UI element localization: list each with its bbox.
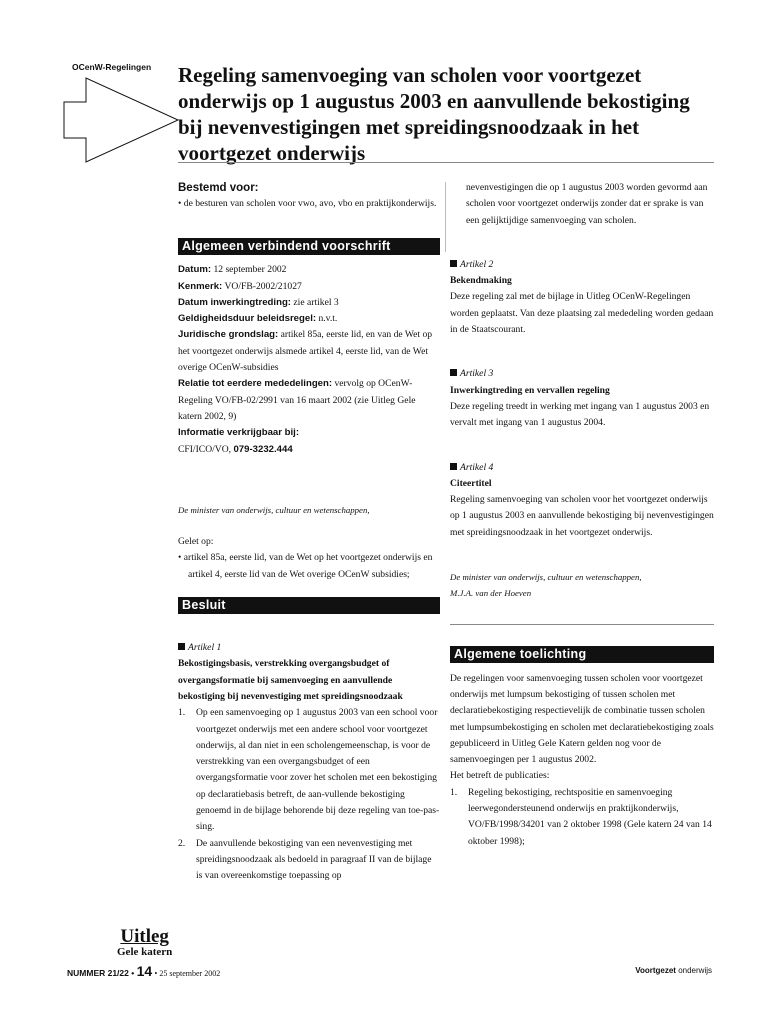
artikel1-item-1-text: Op een samenvoeging op 1 augustus 2003 van een school voor voortgezet onderwijs met een andere school voor voortgezet onderwijs, al dan niet in een scholengemeenschap, is voor de verstrekking van een overgangsbudget of een overgangsformatie voor zover het scholen met een bekostiging op declaratiebasis betreft, de aan-vullende bekostiging genoemd in de bijlage behorende bij deze regeling van toe-pas-sing. bbox=[196, 707, 440, 833]
page-number: 14 bbox=[136, 963, 153, 979]
artikel1-item-1 bbox=[178, 705, 440, 835]
meta-info-label: Informatie verkrijgbaar bij: bbox=[178, 427, 300, 439]
title-divider bbox=[178, 162, 714, 163]
meta-inwerking-value: zie artikel 3 bbox=[293, 296, 339, 308]
artikel1-label bbox=[178, 640, 440, 656]
footer-section bbox=[635, 966, 712, 975]
artikel4-label bbox=[450, 460, 714, 476]
meta-datum-value: 12 september 2002 bbox=[213, 264, 287, 276]
artikel3-text: Deze regeling treedt in werking met ingang van 1 augustus 2003 en vervalt met ingang van 1 augustus 2004. bbox=[450, 400, 710, 429]
toelichting-bar bbox=[450, 646, 714, 663]
artikel1-item-1-num: 1. bbox=[178, 707, 186, 719]
artikel3-label-text: Artikel 3 bbox=[460, 368, 494, 380]
meta-relatie-value: vervolg op OCenW-Regeling VO/FB-02/2991 van 16 maart 2002 (zie Uitleg Gele katern 2002, 9) bbox=[178, 378, 416, 422]
meta-kenmerk bbox=[178, 279, 440, 295]
artikel3-label bbox=[450, 366, 714, 382]
artikel2-label bbox=[450, 257, 714, 273]
document-title: Regeling samenvoeging van scholen voor voortgezet onderwijs op 1 augustus 2003 en aanvullende bekostiging bij nevenvestigingen met spreidingsnoodzaak in het voortgezet onderwijs bbox=[178, 63, 690, 165]
logo-main: Uitleg bbox=[120, 926, 169, 947]
meta-info-phone: 079-3232.444 bbox=[233, 443, 293, 455]
gelet-text: artikel 85a, eerste lid, van de Wet op het voortgezet onderwijs en artikel 4, eerste lid van de Wet overige OCenW subsidies; bbox=[183, 552, 433, 580]
footer-date: • 25 september 2002 bbox=[154, 969, 221, 978]
square-bullet-icon bbox=[178, 643, 185, 650]
bestemd-text: de besturen van scholen voor vwo, avo, vbo en praktijkonderwijs. bbox=[183, 198, 437, 209]
artikel4-label-text: Artikel 4 bbox=[460, 461, 494, 473]
meta-datum bbox=[178, 262, 440, 278]
meta-inwerking-label: Datum inwerkingtreding: bbox=[178, 296, 291, 308]
toelichting-bar-label: Algemene toelichting bbox=[454, 646, 587, 661]
meta-kenmerk-label: Kenmerk: bbox=[178, 280, 223, 292]
meta-inwerking bbox=[178, 295, 440, 311]
meta-geldig-label: Geldigheidsduur beleidsregel: bbox=[178, 313, 317, 325]
signature-role: De minister van onderwijs, cultuur en wetenschappen, bbox=[450, 572, 642, 583]
meta-relatie bbox=[178, 376, 440, 425]
footer-nummer: NUMMER 21/22 • bbox=[67, 968, 135, 978]
artikel1-item-2-num: 2. bbox=[178, 837, 186, 849]
section-label: OCenW-Regelingen bbox=[72, 62, 152, 72]
toelichting-item-1-text: Regeling bekostiging, rechtspositie en samenvoeging leerwegondersteunend onderwijs en praktijkonderwijs, VO/FB/1998/34201 van 2 oktober 1998 (Gele katern 24 van 14 oktober 1998); bbox=[468, 786, 712, 847]
meta-grondslag bbox=[178, 327, 440, 376]
gelet-bullet: • artikel 85a, eerste lid, van de Wet op het voortgezet onderwijs en artikel 4, eerste lid van de Wet overige OCenW subsidies; bbox=[178, 552, 433, 580]
meta-relatie-label: Relatie tot eerdere mededelingen: bbox=[178, 378, 333, 390]
artikel2-text: Deze regeling zal met de bijlage in Uitleg OCenW-Regelingen worden geplaatst. Van deze plaatsing zal mededeling worden gedaan in de Staatscourant. bbox=[450, 291, 714, 336]
uitleg-logo bbox=[117, 928, 172, 958]
column-divider bbox=[445, 182, 446, 252]
bestemd-heading: Bestemd voor: bbox=[178, 182, 259, 194]
meta-kenmerk-value: VO/FB-2002/21027 bbox=[224, 280, 302, 292]
square-bullet-icon bbox=[450, 369, 457, 376]
meta-grondslag-value: artikel 85a, eerste lid, en van de Wet op het voortgezet onderwijs alsmede artikel 4, eerste lid, van de Wet overige OCenW-subsidies bbox=[178, 329, 433, 374]
metadata-block bbox=[178, 262, 440, 458]
avv-bar-label: Algemeen verbindend voorschrift bbox=[182, 239, 391, 254]
artikel1-item-2-text: De aanvullende bekostiging van een nevenvestiging met spreidingsnoodzaak als bedoeld in paragraaf II van de bijlage is van overeenkomstige toepassing op bbox=[196, 837, 432, 882]
toelichting-item-1 bbox=[450, 785, 714, 850]
meta-geldig bbox=[178, 311, 440, 327]
meta-geldig-value: n.v.t. bbox=[318, 313, 338, 325]
meta-info-org: CFI/ICO/VO, bbox=[178, 443, 232, 455]
column-left bbox=[178, 180, 440, 885]
gelet-label: Gelet op: bbox=[178, 536, 214, 548]
arrow-icon bbox=[62, 74, 182, 166]
square-bullet-icon bbox=[450, 463, 457, 470]
artikel1-item-2 bbox=[178, 836, 440, 885]
square-bullet-icon bbox=[450, 260, 457, 267]
footer-issue bbox=[67, 963, 220, 979]
footer-section-bold: Voortgezet bbox=[635, 966, 676, 975]
besluit-bar-label: Besluit bbox=[182, 598, 226, 613]
logo-sub: Gele katern bbox=[117, 946, 173, 958]
col2-continuation: nevenvestigingen die op 1 augustus 2003 worden gevormd aan scholen voor voortgezet onderwijs zonder dat er sprake is van een gelijktijdige samenvoeging van scholen. bbox=[466, 182, 708, 226]
artikel3-title: Inwerkingtreding en vervallen regeling bbox=[450, 384, 610, 396]
meta-datum-label: Datum: bbox=[178, 264, 212, 276]
artikel2-title: Bekendmaking bbox=[450, 275, 512, 287]
bestemd-bullet: • de besturen van scholen voor vwo, avo, vbo en praktijkonderwijs. bbox=[178, 198, 437, 209]
artikel1-label-text: Artikel 1 bbox=[188, 642, 222, 654]
minister-intro: De minister van onderwijs, cultuur en wetenschappen, bbox=[178, 504, 370, 515]
artikel4-text: Regeling samenvoeging van scholen voor het voortgezet onderwijs op 1 augustus 2003 en aanvullende bekostiging bij nevenvestigingen met spreidingsnoodzaak in het voortgezet onderwijs. bbox=[450, 494, 714, 538]
avv-bar bbox=[178, 238, 440, 255]
besluit-bar bbox=[178, 597, 440, 614]
toelichting-text: De regelingen voor samenvoeging tussen scholen voor voortgezet onderwijs met lumpsum bekostiging of tussen scholen met declaratiebekostiging respectievelijk de combinatie tussen scholen met lumpsumbekostiging en scholen met declaratiebekostiging zoals gepubliceerd in Uitleg Gele Katern gelden nog voor de samenvoegingen per 1 augustus 2002. bbox=[450, 672, 714, 766]
toelichting-publicaties-intro: Het betreft de publicaties: bbox=[450, 770, 550, 782]
signature-name: M.J.A. van der Hoeven bbox=[450, 588, 532, 599]
artikel2-label-text: Artikel 2 bbox=[460, 258, 494, 270]
column-right bbox=[450, 180, 714, 850]
meta-grondslag-label: Juridische grondslag: bbox=[178, 329, 279, 341]
meta-info bbox=[178, 442, 440, 458]
footer-section-normal: onderwijs bbox=[678, 966, 712, 975]
artikel4-title: Citeertitel bbox=[450, 477, 492, 489]
section-divider bbox=[450, 624, 714, 625]
toelichting-item-1-num: 1. bbox=[450, 786, 458, 798]
artikel1-title: Bekostigingsbasis, verstrekking overgangsbudget of overgangsformatie bij samenvoeging en aanvullende bekostiging bij nevenvestiging met spreidingsnoodzaak bbox=[178, 658, 403, 702]
